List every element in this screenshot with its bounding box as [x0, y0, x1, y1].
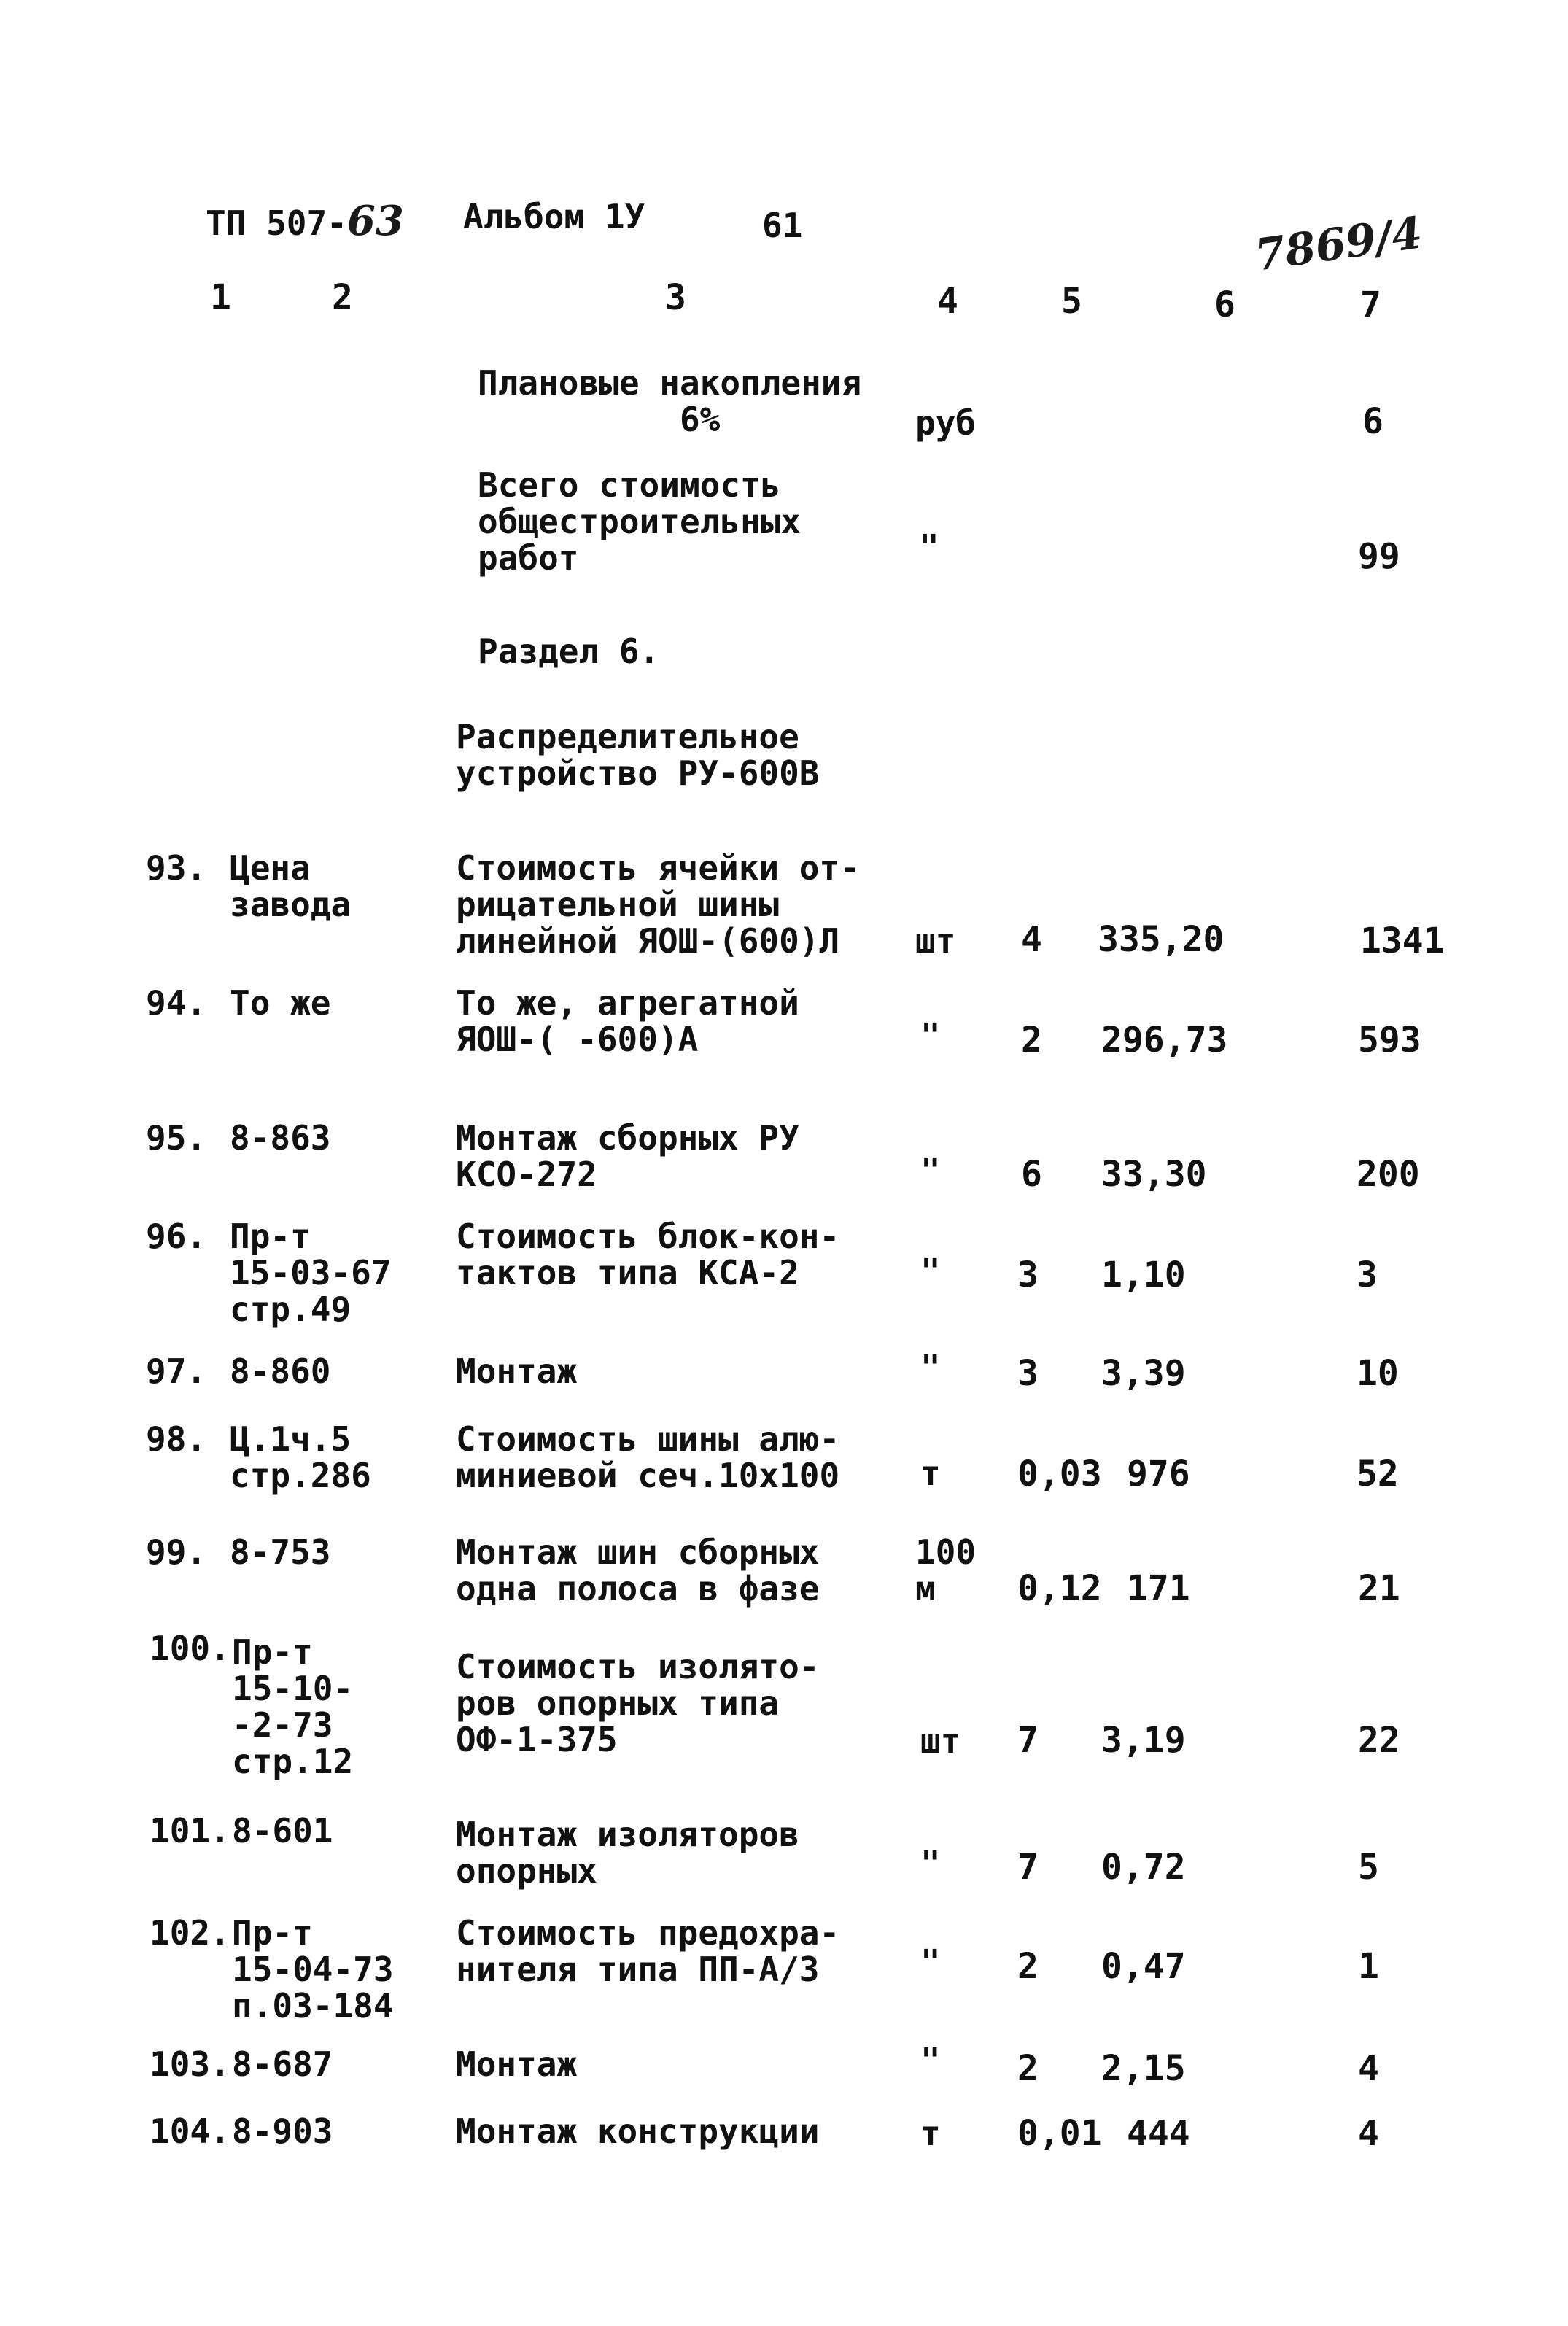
table-row-price: 976	[1127, 1454, 1190, 1495]
table-row-basis: Ц.1ч.5 стр.286	[230, 1419, 371, 1495]
table-row-unit: "	[920, 1252, 941, 1291]
table-row-name: Монтаж изоляторов опорных	[456, 1815, 799, 1891]
table-row-price: 0,72	[1101, 1847, 1186, 1888]
column-number-5: 5	[1061, 281, 1082, 322]
table-row-unit: шт	[920, 1721, 961, 1761]
table-row-unit: 100 м	[915, 1532, 977, 1608]
column-number-6: 6	[1214, 284, 1235, 325]
table-row-total: 10	[1357, 1353, 1399, 1394]
column-number-2: 2	[332, 277, 353, 318]
table-row-no: 95.	[146, 1118, 207, 1158]
table-row-unit: т	[920, 1454, 941, 1493]
table-row-qty: 0,01	[1017, 2113, 1102, 2154]
summary-unit: "	[919, 527, 939, 567]
table-row-name: Монтаж конструкции	[456, 2112, 820, 2151]
table-row-total: 1	[1358, 1946, 1379, 1987]
table-row-unit: "	[920, 1016, 941, 1055]
table-row-total: 1341	[1360, 920, 1445, 961]
table-row-basis: 8-860	[230, 1352, 331, 1391]
table-row-basis: То же	[230, 983, 331, 1023]
summary-name: Плановые накопления 6%	[478, 363, 862, 439]
table-row-name: Стоимость предохра- нителя типа ПП-А/3	[456, 1913, 840, 1989]
table-row-qty: 3	[1017, 1353, 1039, 1394]
table-row-no: 104.	[150, 2112, 230, 2151]
column-number-1: 1	[210, 277, 231, 318]
section-title: Раздел 6.	[478, 632, 660, 671]
table-row-basis: 8-601	[232, 1811, 333, 1850]
table-row-qty: 3	[1017, 1255, 1039, 1295]
table-row-no: 103.	[150, 2044, 230, 2084]
table-row-qty: 7	[1017, 1847, 1039, 1888]
table-row-total: 4	[1358, 2048, 1379, 2089]
table-row-no: 101.	[150, 1811, 230, 1850]
table-row-price: 1,10	[1101, 1255, 1186, 1295]
table-row-total: 200	[1357, 1154, 1420, 1195]
table-row-total: 4	[1358, 2113, 1379, 2154]
table-row-price: 3,39	[1101, 1353, 1186, 1394]
table-row-qty: 2	[1017, 2048, 1039, 2089]
table-row-unit: "	[920, 2041, 941, 2080]
column-number-4: 4	[937, 281, 958, 322]
table-row-unit: "	[920, 1151, 941, 1190]
table-row-name: Стоимость блок-кон- тактов типа КСА-2	[456, 1217, 840, 1292]
table-row-no: 100.	[150, 1629, 230, 1668]
table-row-total: 22	[1358, 1720, 1400, 1761]
table-row-name: Монтаж	[456, 2044, 578, 2084]
table-row-price: 296,73	[1101, 1020, 1228, 1061]
table-row-basis: Пр-т 15-10- -2-73 стр.12	[232, 1632, 354, 1781]
table-row-name: Стоимость шины алю- миниевой сеч.10х100	[456, 1419, 840, 1495]
summary-total: 6	[1362, 401, 1383, 442]
table-row-price: 0,47	[1101, 1946, 1186, 1987]
page-number: 61	[762, 206, 803, 245]
table-row-qty: 6	[1021, 1154, 1042, 1195]
table-row-name: Стоимость ячейки от- рицательной шины линейной ЯОШ-(600)Л	[456, 848, 860, 961]
table-row-price: 33,30	[1101, 1154, 1207, 1195]
table-row-basis: 8-863	[230, 1118, 331, 1158]
table-row-basis: Пр-т 15-04-73 п.03-184	[232, 1913, 394, 2025]
table-row-qty: 2	[1017, 1946, 1039, 1987]
doc-code-printed: ТП 507-	[206, 203, 347, 243]
table-row-no: 97.	[146, 1352, 207, 1391]
table-row-name: Монтаж сборных РУ КСО-272	[456, 1118, 799, 1194]
summary-name: Всего стоимость общестроительных работ	[478, 465, 802, 578]
table-row-basis: 8-903	[232, 2112, 333, 2151]
table-row-price: 335,20	[1098, 919, 1224, 960]
table-row-total: 5	[1358, 1847, 1379, 1888]
table-row-total: 21	[1358, 1568, 1400, 1609]
table-row-no: 102.	[150, 1913, 230, 1953]
table-row-total: 52	[1357, 1454, 1399, 1495]
table-row-basis: 8-687	[232, 2044, 333, 2084]
table-row-basis: Пр-т 15-03-67 стр.49	[230, 1217, 392, 1329]
table-row-basis: 8-753	[230, 1532, 331, 1572]
table-row-price: 171	[1127, 1568, 1190, 1609]
table-row-unit: "	[920, 1942, 941, 1982]
doc-code-handwritten: 63	[346, 197, 404, 245]
table-row-no: 99.	[146, 1532, 207, 1572]
doc-code	[206, 197, 404, 245]
table-row-name: Стоимость изолято- ров опорных типа ОФ-1-375	[456, 1647, 820, 1759]
summary-total: 99	[1358, 536, 1400, 577]
table-row-name: То же, агрегатной ЯОШ-( -600)А	[456, 983, 799, 1059]
table-row-no: 98.	[146, 1419, 207, 1459]
table-row-qty: 2	[1021, 1020, 1042, 1061]
table-row-qty: 0,12	[1017, 1568, 1102, 1609]
table-row-no: 94.	[146, 983, 207, 1023]
table-row-total: 3	[1357, 1255, 1378, 1295]
table-row-unit: т	[920, 2114, 941, 2153]
table-row-total: 593	[1358, 1020, 1421, 1061]
summary-unit: руб	[915, 403, 977, 443]
table-row-qty: 7	[1017, 1720, 1039, 1761]
table-row-unit: "	[920, 1844, 941, 1883]
table-row-unit: "	[920, 1348, 941, 1387]
table-row-qty: 0,03	[1017, 1454, 1102, 1495]
table-row-qty: 4	[1021, 919, 1042, 960]
section-subtitle: Распределительное устройство РУ-600В	[456, 717, 820, 793]
table-row-name: Монтаж	[456, 1352, 578, 1391]
column-number-3: 3	[665, 277, 686, 318]
column-number-7: 7	[1360, 284, 1381, 325]
table-row-price: 3,19	[1101, 1720, 1186, 1761]
table-row-name: Монтаж шин сборных одна полоса в фазе	[456, 1532, 820, 1608]
table-row-unit: шт	[915, 921, 956, 961]
inventory-number-handwritten: 7869/4	[1251, 207, 1426, 282]
table-row-no: 96.	[146, 1217, 207, 1256]
table-row-no: 93.	[146, 848, 207, 888]
album-label: Альбом 1У	[463, 197, 645, 236]
table-row-price: 444	[1127, 2113, 1190, 2154]
table-row-price: 2,15	[1101, 2048, 1186, 2089]
table-row-basis: Цена завода	[230, 848, 352, 924]
